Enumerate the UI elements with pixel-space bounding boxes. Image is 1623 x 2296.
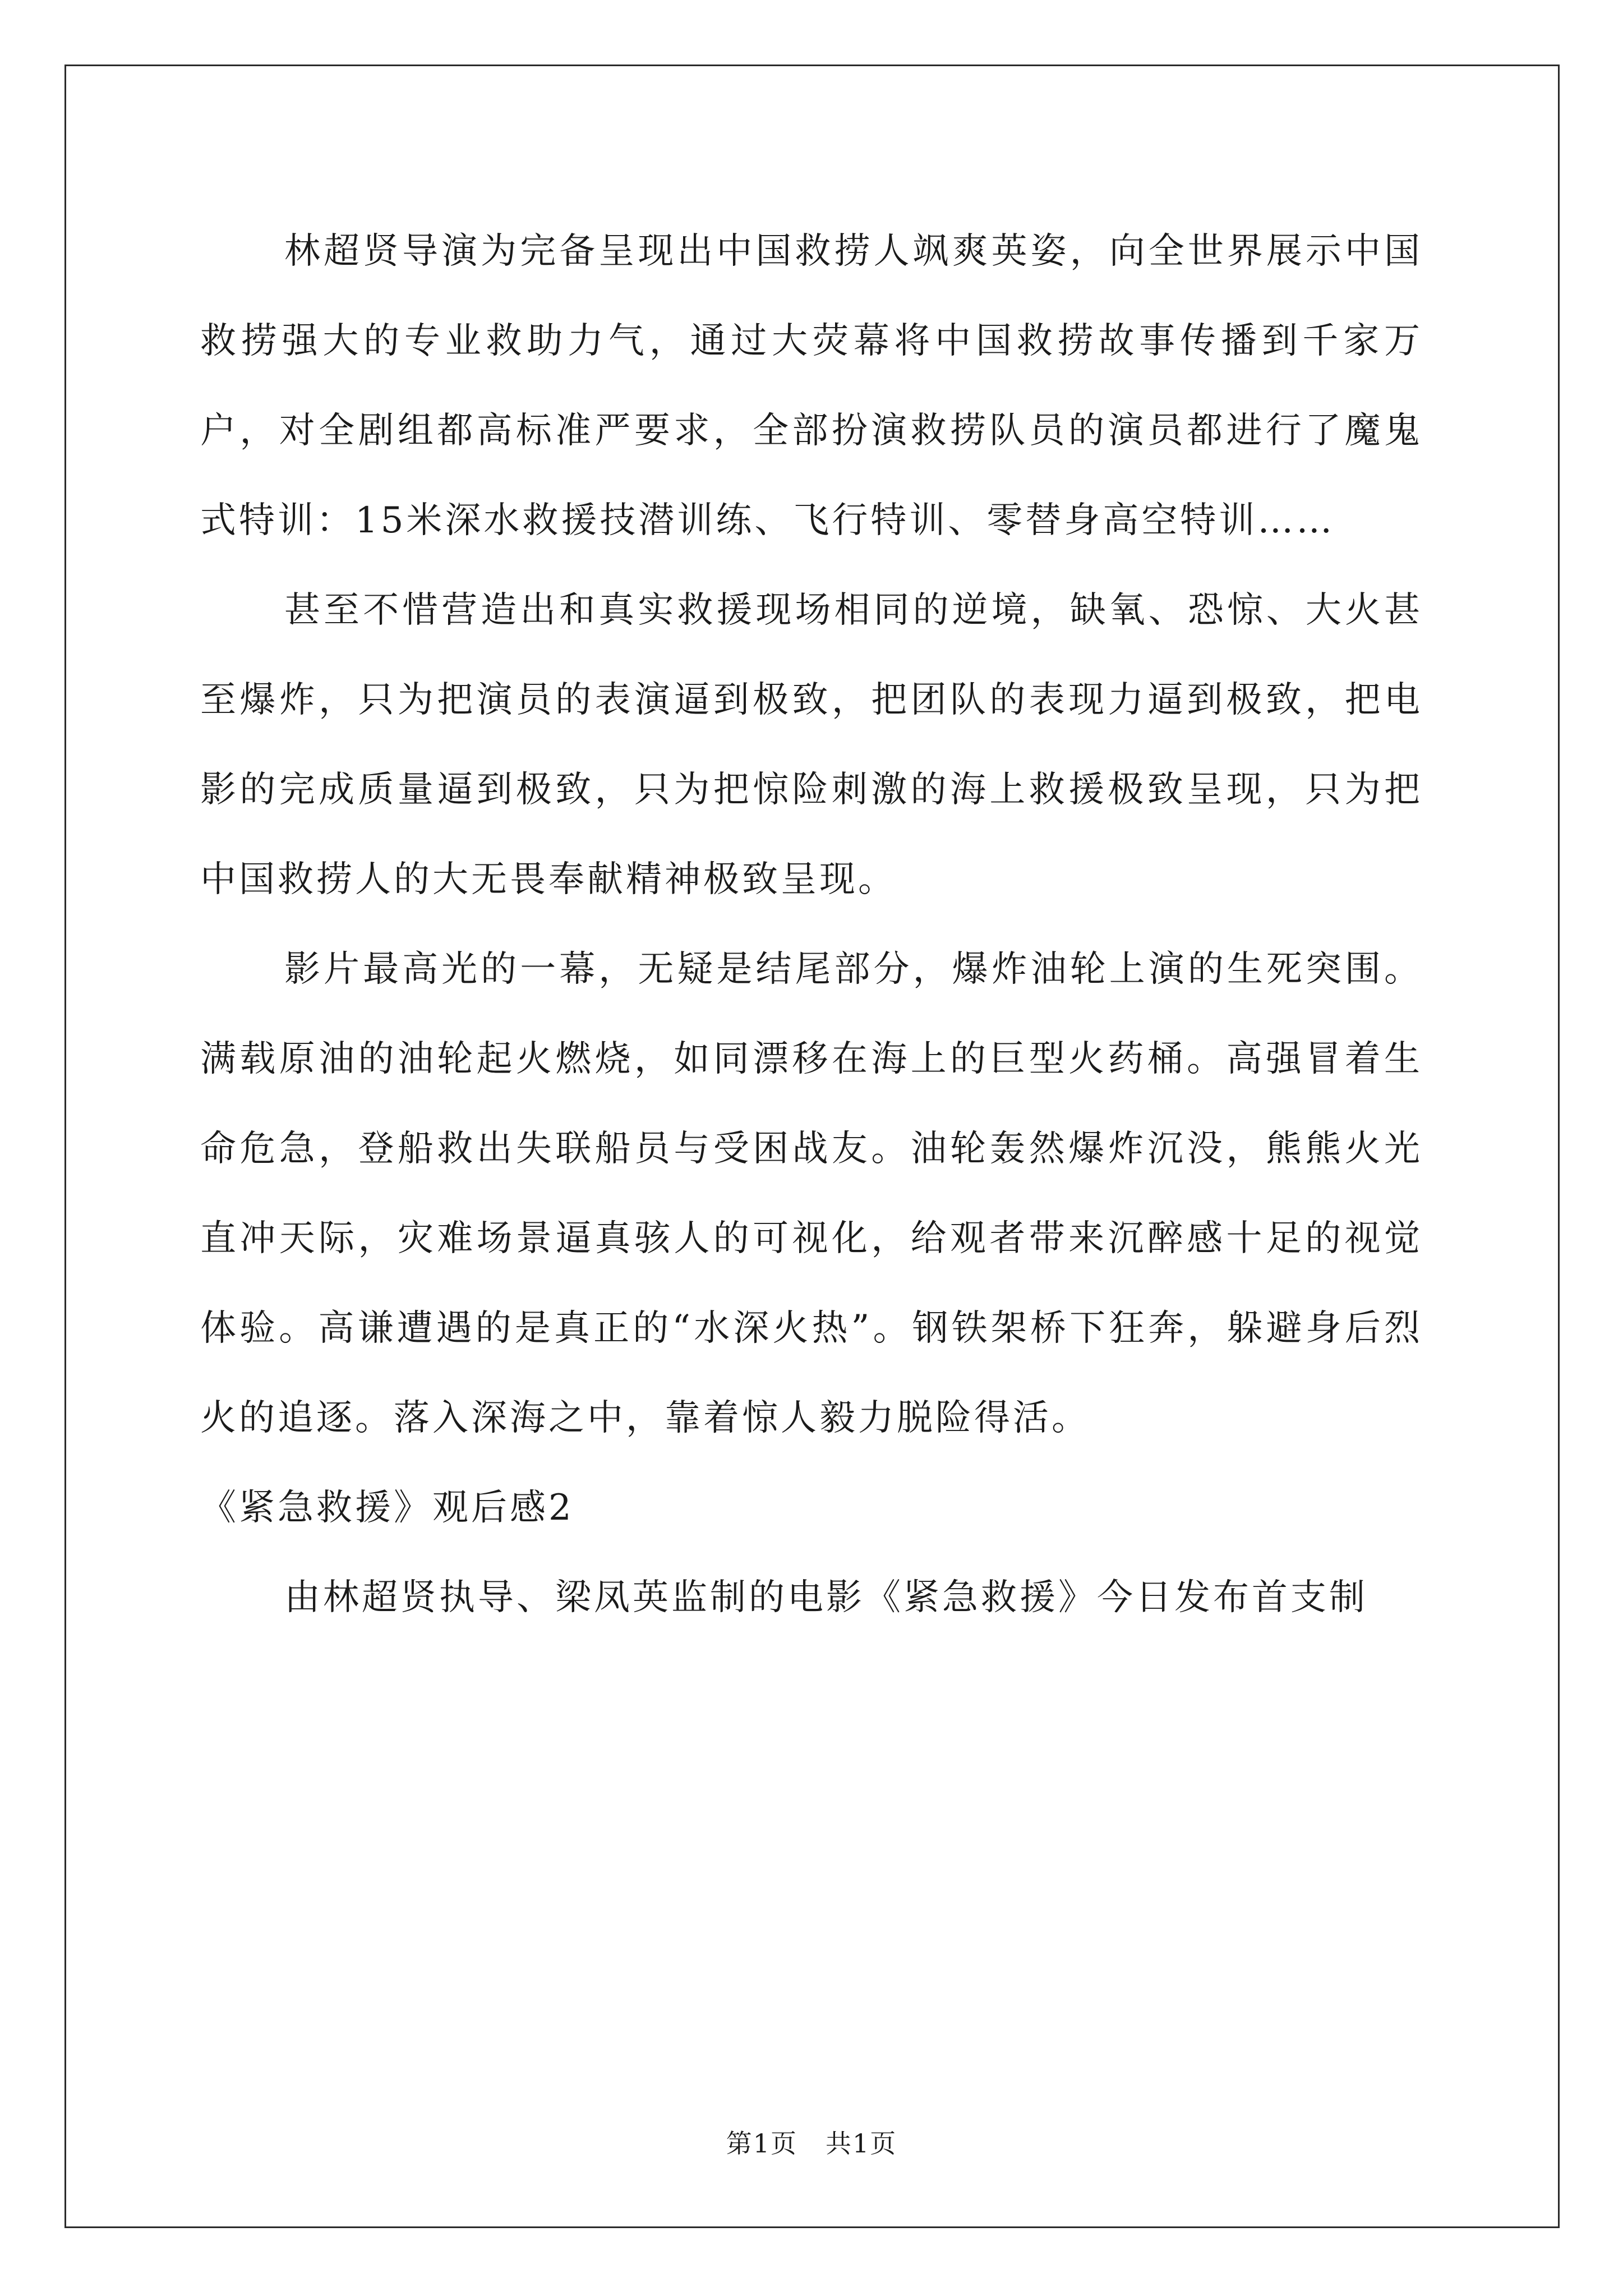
paragraph-3: 影片最高光的一幕，无疑是结尾部分，爆炸油轮上演的生死突围。满载原油的油轮起火燃烧，如同漂移在海上的巨型火药桶。高强冒着生命危急，登船救出失联船员与受困战友。油轮轰然爆炸沉没，熊熊火光直冲天际，灾难场景逼真骇人的可视化，给观者带来沉醉感十足的视觉体验。高谦遭遇的是真正的“水深火热”。钢铁架桥下狂奔，躲避身后烈火的追逐。落入深海之中，靠着惊人毅力脱险得活。: [200, 949, 1423, 1439]
document-body: [200, 206, 1423, 1642]
section-heading: 《紧急救援》观后感2: [200, 1487, 574, 1529]
paragraph-4: 由林超贤执导、梁凤英监制的电影《紧急救援》今日发布首支制: [284, 1577, 1368, 1618]
paragraph-1: 林超贤导演为完备呈现出中国救捞人飒爽英姿，向全世界展示中国救捞强大的专业救助力气，通过大荧幕将中国救捞故事传播到千家万户，对全剧组都高标准严要求，全部扮演救捞队员的演员都进行了魔鬼式特训：15米深水救援技潜训练、飞行特训、零替身高空特训……: [200, 231, 1423, 541]
paragraph-2: 甚至不惜营造出和真实救援现场相同的逆境，缺氧、恐惊、大火甚至爆炸，只为把演员的表演逼到极致，把团队的表现力逼到极致，把电影的完成质量逼到极致，只为把惊险刺激的海上救援极致呈现，只为把中国救捞人的大无畏奉献精神极致呈现。: [200, 590, 1423, 900]
page-footer: [0, 2123, 1623, 2160]
page-total: 共1页: [826, 2128, 897, 2159]
page-number: 第1页: [726, 2128, 797, 2159]
